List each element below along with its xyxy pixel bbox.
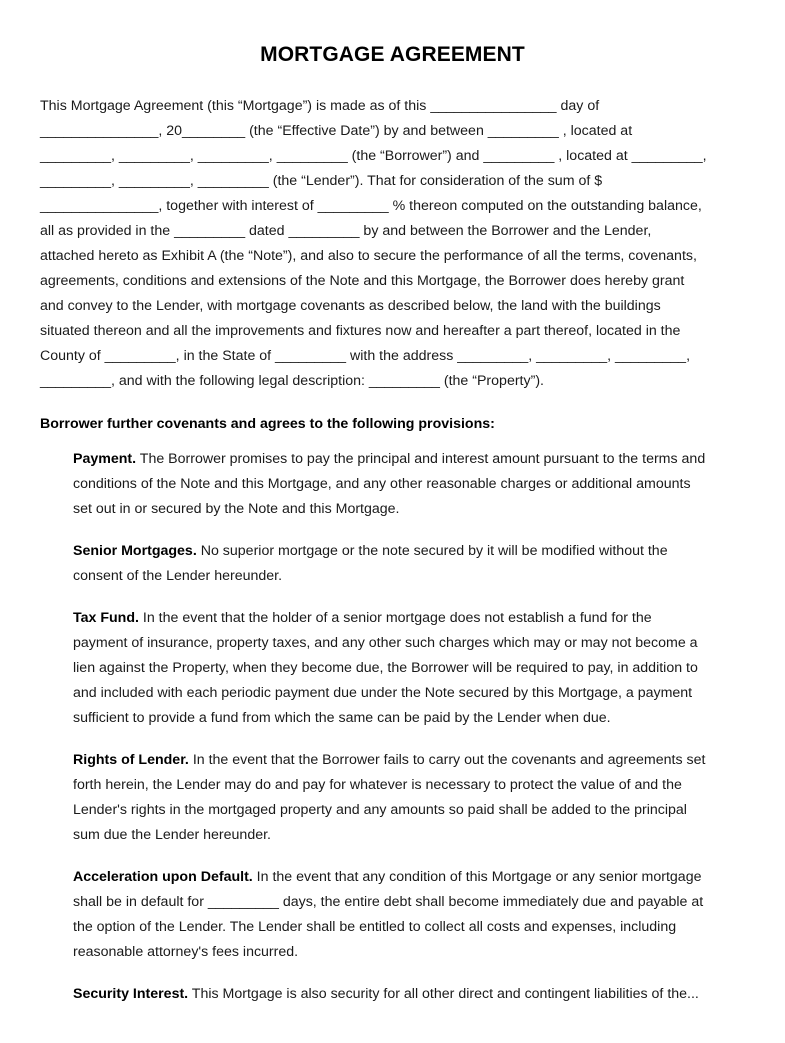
intro-line: _______________, together with interest of _________ % thereon computed on the outstanding balance, [40,198,702,214]
provision-text: set out in or secured by the Note and this Mortgage. [73,501,400,517]
provision-text: the option of the Lender. The Lender shall be entitled to collect all costs and expenses, including [73,919,677,935]
provision-acceleration-upon-default [73,865,753,965]
document-title: MORTGAGE AGREEMENT [260,43,525,66]
provision-security-interest [73,982,753,1007]
intro-line: all as provided in the _________ dated _________ by and between the Borrower and the Lender, [40,223,652,239]
provision-text: forth herein, the Lender may do and pay for whatever is necessary to protect the value of and the [73,777,682,793]
provision-text: consent of the Lender hereunder. [73,568,283,584]
covenants-heading: Borrower further covenants and agrees to the following provisions: [40,416,495,432]
provision-text: In the event that any condition of this Mortgage or any senior mortgage [252,869,702,885]
provision-title: Tax Fund. [73,610,139,626]
provision-title: Security Interest. [73,986,189,1002]
provision-title: Rights of Lender. [73,752,189,768]
provision-text: In the event that the holder of a senior mortgage does not establish a fund for the [138,610,652,626]
provision-rights-of-lender [73,748,753,848]
provision-senior-mortgages [73,539,753,589]
intro-line: attached hereto as Exhibit A (the “Note”), and also to secure the performance of all the terms, covenants, [40,248,697,264]
provision-text: shall be in default for _________ days, the entire debt shall become immediately due and payable at [73,894,704,910]
provision-text: sum due the Lender hereunder. [73,827,271,843]
provision-text: The Borrower promises to pay the principal and interest amount pursuant to the terms and [136,451,706,467]
provision-text: In the event that the Borrower fails to carry out the covenants and agreements set [188,752,706,768]
provision-tax-fund [73,606,753,731]
provision-text: reasonable attorney's fees incurred. [73,944,299,960]
intro-line: _________, _________, _________, _________ (the “Borrower”) and _________ , located at _________, [40,148,707,164]
provision-text: No superior mortgage or the note secured by it will be modified without the [196,543,668,559]
intro-line: _________, _________, _________ (the “Lender”). That for consideration of the sum of $ [40,173,603,189]
provision-text: sufficient to provide a fund from which the same can be paid by the Lender when due. [73,710,611,726]
provision-title: Payment. [73,451,137,467]
provision-text: payment of insurance, property taxes, and any other such charges which may or may not become a [73,635,698,651]
intro-line: and convey to the Lender, with mortgage covenants as described below, the land with the buildings [40,298,661,314]
provision-title: Senior Mortgages. [73,543,197,559]
intro-line: This Mortgage Agreement (this “Mortgage”) is made as of this ________________ day of [40,98,600,114]
provision-text: conditions of the Note and this Mortgage, and any other reasonable charges or additional amounts [73,476,691,492]
provision-text: This Mortgage is also security for all other direct and contingent liabilities of the... [188,986,699,1002]
provision-text: and included with each periodic payment due under the Note secured by this Mortgage, a payment [73,685,693,701]
intro-line: _________, and with the following legal description: _________ (the “Property”). [40,373,544,389]
intro-line: _______________, 20________ (the “Effective Date”) by and between _________ , located at [40,123,633,139]
intro-line: situated thereon and all the improvements and fixtures now and hereafter a part thereof, located in the [40,323,681,339]
provision-title: Acceleration upon Default. [73,869,253,885]
provision-payment [73,447,753,522]
intro-line: County of _________, in the State of _________ with the address _________, _________, _________, [40,348,691,364]
intro-line: agreements, conditions and extensions of the Note and this Mortgage, the Borrower does hereby grant [40,273,685,289]
provision-text: Lender's rights in the mortgaged property and any amounts so paid shall be added to the principal [73,802,687,818]
intro-paragraph [40,94,752,394]
provision-text: lien against the Property, when they become due, the Borrower will be required to pay, in addition to [73,660,698,676]
